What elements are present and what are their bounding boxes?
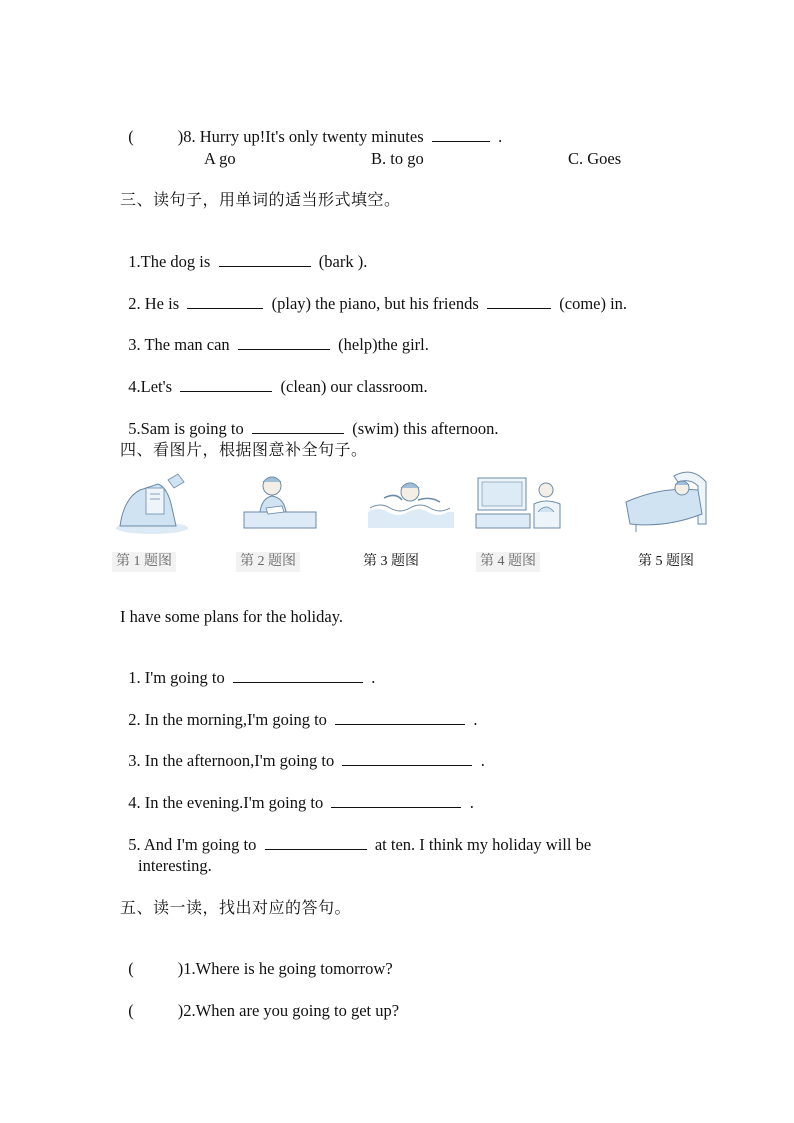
reading-boy-icon (238, 468, 318, 536)
fill-blank[interactable] (487, 294, 551, 309)
fill-blank[interactable] (335, 710, 465, 725)
item-end: . (480, 751, 485, 770)
item-end: at ten. I think my holiday will be (374, 835, 592, 854)
book-mountain-icon (112, 468, 190, 536)
question-text: Hurry up!It's only twenty minutes (199, 127, 424, 146)
item-text: )2.When are you going to get up? (177, 1001, 400, 1020)
item-text: 4. In the evening.I'm going to (128, 793, 324, 812)
section-4-item-1 (120, 648, 375, 688)
fill-blank[interactable] (265, 835, 367, 850)
item-hint: (swim) this afternoon. (352, 419, 499, 438)
picture-5-caption: 第 5 题图 (638, 554, 694, 569)
fill-blank[interactable] (180, 377, 272, 392)
item-text: 3. The man can (128, 335, 230, 354)
item-hint: (help)the girl. (338, 335, 429, 354)
item-hint: (bark ). (318, 252, 368, 271)
question-8 (120, 107, 502, 147)
answer-paren: ( (128, 959, 134, 978)
item-hint: (come) in. (559, 294, 628, 313)
fill-blank[interactable] (187, 294, 263, 309)
fill-blank[interactable] (342, 751, 472, 766)
picture-1-caption: 第 1 题图 (112, 552, 176, 572)
item-text: )1.Where is he going tomorrow? (177, 959, 393, 978)
item-text: 4.Let's (128, 377, 173, 396)
section-3-item-5 (120, 399, 498, 439)
item-text: 5.Sam is going to (128, 419, 244, 438)
section-5-heading: 五、读一读，找出对应的答句。 (120, 898, 352, 917)
section-4-heading: 四、看图片，根据图意补全句子。 (120, 440, 368, 459)
fill-blank[interactable] (238, 335, 330, 350)
section-4-item-2 (120, 690, 478, 730)
option-b: B. to go (371, 149, 424, 168)
answer-paren: ( (128, 127, 134, 146)
item-text: 3. In the afternoon,I'm going to (128, 751, 335, 770)
sleeping-boy-icon (622, 468, 708, 536)
option-a: A go (204, 149, 236, 168)
section-4-intro: I have some plans for the holiday. (120, 607, 343, 626)
tv-watching-icon (474, 468, 566, 536)
answer-blank[interactable] (432, 127, 490, 142)
item-hint: (clean) our classroom. (280, 377, 428, 396)
item-text: 1.The dog is (128, 252, 211, 271)
item-end: . (371, 668, 376, 687)
section-3-item-1 (120, 232, 367, 272)
section-3-item-2 (120, 274, 627, 314)
question-number: )8. (177, 127, 196, 146)
picture-4-caption: 第 4 题图 (476, 552, 540, 572)
option-c: C. Goes (568, 149, 622, 168)
item-text: 1. I'm going to (128, 668, 225, 687)
section-4-item-5 (120, 815, 591, 855)
section-5-item-1 (120, 939, 393, 979)
item-end: . (473, 710, 478, 729)
fill-blank[interactable] (219, 252, 311, 267)
section-4-item-5-continuation: interesting. (138, 856, 212, 875)
picture-2-caption: 第 2 题图 (236, 552, 300, 572)
section-3-item-4 (120, 357, 428, 397)
answer-paren: ( (128, 1001, 134, 1020)
fill-blank[interactable] (252, 419, 344, 434)
item-hint: (play) the piano, but his friends (271, 294, 479, 313)
question-end: . (498, 127, 503, 146)
fill-blank[interactable] (233, 668, 363, 683)
fill-blank[interactable] (331, 793, 461, 808)
section-5-item-2 (120, 981, 399, 1021)
section-4-item-3 (120, 731, 485, 771)
item-text: 2. In the morning,I'm going to (128, 710, 327, 729)
item-end: . (469, 793, 474, 812)
item-text: 2. He is (128, 294, 180, 313)
picture-3-caption: 第 3 题图 (363, 554, 419, 569)
section-4-item-4 (120, 773, 474, 813)
item-text: 5. And I'm going to (128, 835, 257, 854)
section-3-item-3 (120, 315, 429, 355)
swimming-boy-icon (366, 468, 456, 536)
section-3-heading: 三、读句子，用单词的适当形式填空。 (120, 190, 401, 209)
